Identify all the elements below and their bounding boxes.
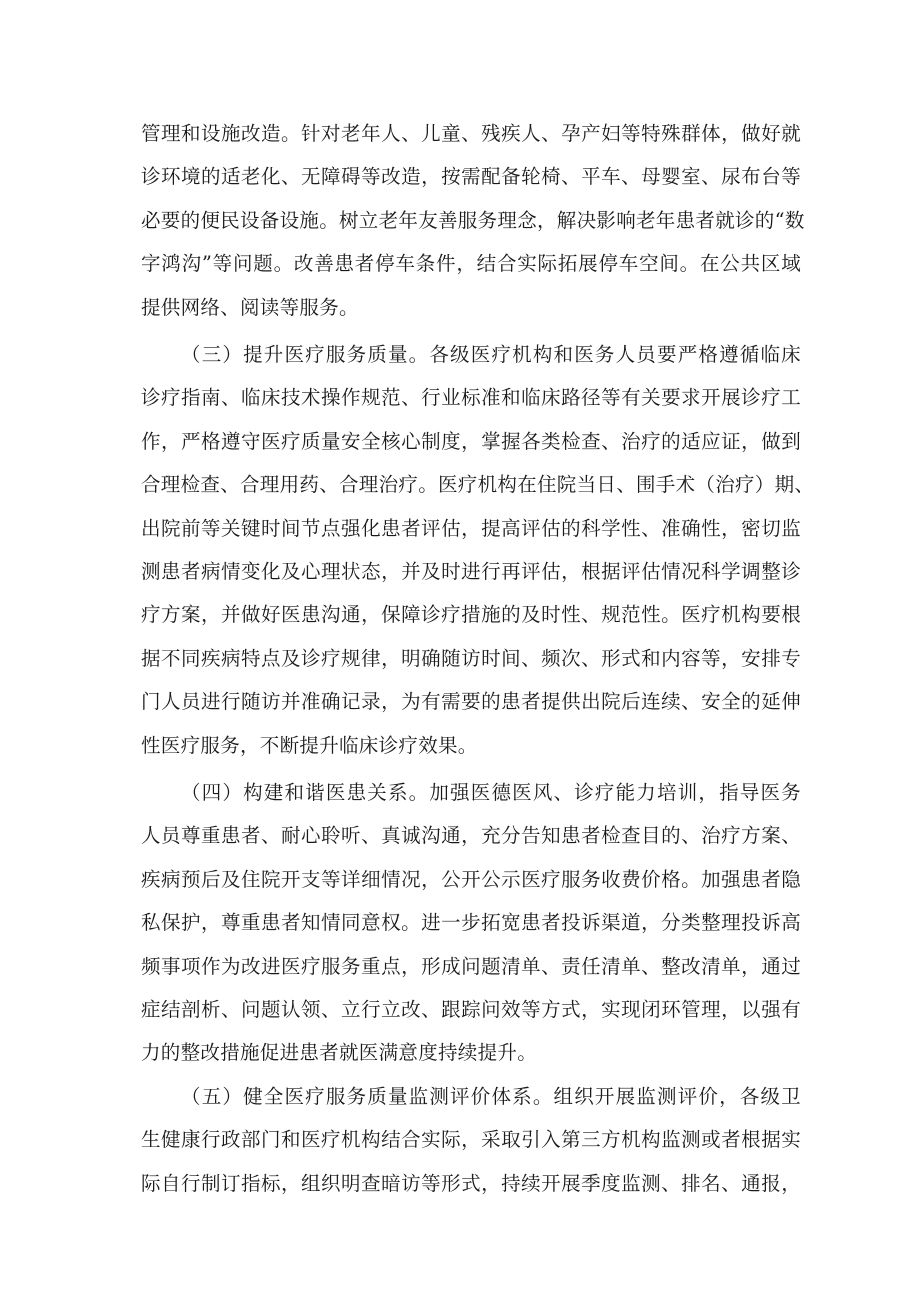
text-line: 出院前等关键时间节点强化患者评估，提高评估的科学性、准确性，密切监 [141, 516, 801, 540]
text-line: 测患者病情变化及心理状态，并及时进行再评估，根据评估情况科学调整诊 [141, 559, 801, 583]
text-line: 作，严格遵守医疗质量安全核心制度，掌握各类检查、治疗的适应证，做到 [141, 429, 801, 453]
text-line: 人员尊重患者、耐心聆听、真诚沟通，充分告知患者检查目的、治疗方案、 [141, 824, 801, 848]
text-line: （四）构建和谐医患关系。加强医德医风、诊疗能力培训，指导医务 [181, 781, 801, 804]
text-line: 力的整改措施促进患者就医满意度持续提升。 [141, 1041, 538, 1065]
text-line: 疾病预后及住院开支等详细情况，公开公示医疗服务收费价格。加强患者隐 [141, 867, 801, 891]
text-line: 生健康行政部门和医疗机构结合实际，采取引入第三方机构监测或者根据实 [141, 1128, 801, 1152]
text-line: 诊环境的适老化、无障碍等改造，按需配备轮椅、平车、母婴室、尿布台等 [141, 165, 801, 189]
paragraph-quality-monitoring [141, 1075, 801, 1205]
text-line: 必要的便民设备设施。树立老年友善服务理念，解决影响老年患者就诊的“数 [141, 208, 805, 232]
text-line: （三）提升医疗服务质量。各级医疗机构和医务人员要严格遵循临床 [181, 343, 801, 366]
text-line: 据不同疾病特点及诊疗规律，明确随访时间、频次、形式和内容等，安排专 [141, 646, 801, 670]
paragraph-facility-improvement [141, 112, 805, 329]
text-line: （五）健全医疗服务质量监测评价体系。组织开展监测评价，各级卫 [181, 1085, 801, 1108]
text-line: 提供网络、阅读等服务。 [141, 295, 359, 319]
text-line: 诊疗指南、临床技术操作规范、行业标准和临床路径等有关要求开展诊疗工 [141, 386, 801, 410]
text-line: 字鸿沟”等问题。改善患者停车条件，结合实际拓展停车空间。在公共区域 [141, 252, 801, 276]
text-line: 管理和设施改造。针对老年人、儿童、残疾人、孕产妇等特殊群体，做好就 [141, 122, 801, 145]
text-line: 合理检查、合理用药、合理治疗。医疗机构在住院当日、围手术（治疗）期、 [141, 473, 815, 497]
paragraph-doctor-patient-relations [141, 771, 801, 1075]
text-line: 症结剖析、问题认领、立行立改、跟踪问效等方式，实现闭环管理，以强有 [141, 997, 801, 1021]
paragraph-service-quality [141, 333, 815, 767]
text-line: 私保护，尊重患者知情同意权。进一步拓宽患者投诉渠道，分类整理投诉高 [141, 911, 801, 935]
text-line: 门人员进行随访并准确记录，为有需要的患者提供出院后连续、安全的延伸 [141, 690, 801, 714]
text-line: 频事项作为改进医疗服务重点，形成问题清单、责任清单、整改清单，通过 [141, 954, 801, 978]
text-line: 际自行制订指标，组织明查暗访等形式，持续开展季度监测、排名、通报， [141, 1171, 801, 1195]
text-line: 疗方案，并做好医患沟通，保障诊疗措施的及时性、规范性。医疗机构要根 [141, 603, 801, 627]
text-line: 性医疗服务，不断提升临床诊疗效果。 [141, 733, 478, 757]
